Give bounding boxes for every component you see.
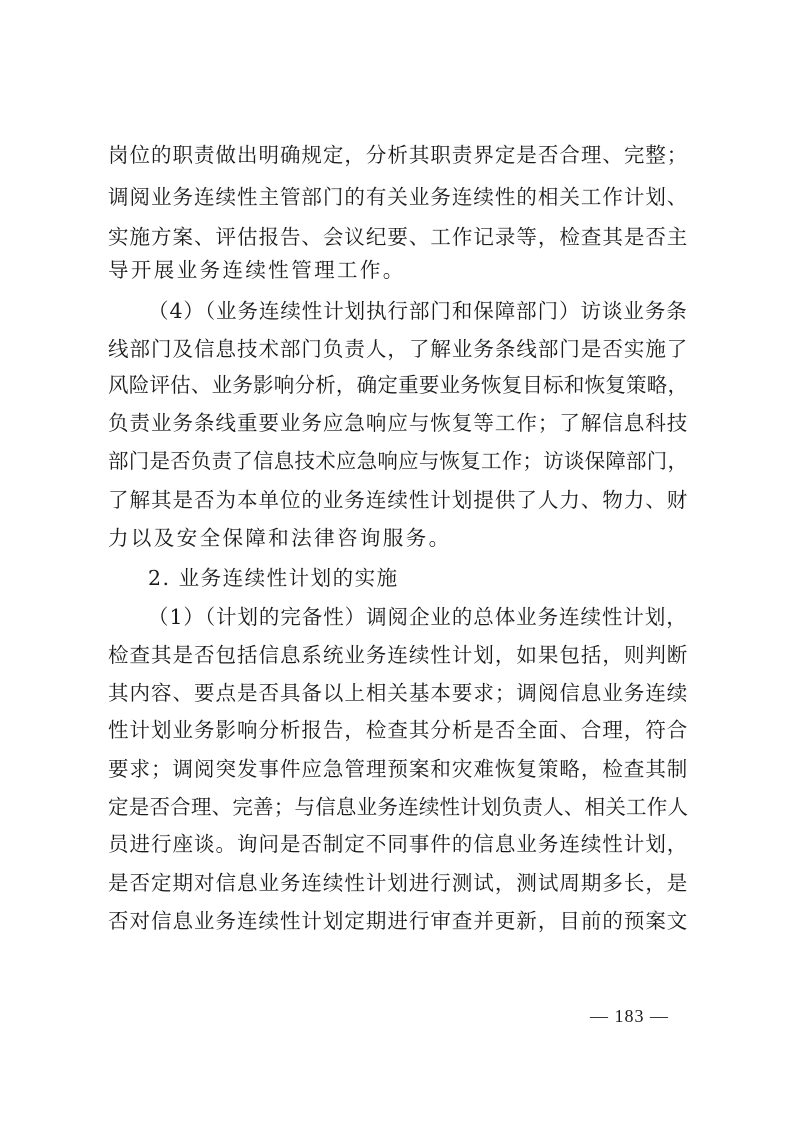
text-line: 要求；调阅突发事件应急管理预案和灾难恢复策略，检查其制 [108,757,689,781]
text-line: 否对信息业务连续性计划定期进行审查并更新，目前的预案文 [108,909,689,933]
text-line: 部门是否负责了信息技术应急响应与恢复工作；访谈保障部门， [108,449,689,473]
text-line: 风险评估、业务影响分析，确定重要业务恢复目标和恢复策略， [108,373,689,397]
text-line: 岗位的职责做出明确规定，分析其职责界定是否合理、完整； [108,143,689,167]
text-line: 导开展业务连续性管理工作。 [108,258,406,282]
paragraph-start-line: （4）（业务连续性计划执行部门和保障部门）访谈业务条 [148,299,688,323]
page-number: — 183 — [590,1006,669,1026]
text-line: 线部门及信息技术部门负责人，了解业务条线部门是否实施了 [108,337,689,361]
text-line: 负责业务条线重要业务应急响应与恢复等工作；了解信息科技 [108,411,689,435]
text-line: 定是否合理、完善；与信息业务连续性计划负责人、相关工作人 [108,795,689,819]
text-line: 其内容、要点是否具备以上相关基本要求；调阅信息业务连续 [108,681,689,705]
text-line: 是否定期对信息业务连续性计划进行测试，测试周期多长，是 [108,871,689,895]
paragraph-start-line: （1）（计划的完备性）调阅企业的总体业务连续性计划， [148,605,688,629]
text-line: 力以及安全保障和法律咨询服务。 [108,526,452,550]
text-line: 实施方案、评估报告、会议纪要、工作记录等，检查其是否主 [108,225,689,249]
text-line: 调阅业务连续性主管部门的有关业务连续性的相关工作计划、 [108,185,689,209]
text-line: 员进行座谈。询问是否制定不同事件的信息业务连续性计划， [108,832,689,856]
section-heading: 2. 业务连续性计划的实施 [148,566,399,590]
text-line: 性计划业务影响分析报告，检查其分析是否全面、合理，符合 [108,718,689,742]
text-line: 了解其是否为本单位的业务连续性计划提供了人力、物力、财 [108,488,689,512]
text-line: 检查其是否包括信息系统业务连续性计划，如果包括，则判断 [108,643,689,667]
